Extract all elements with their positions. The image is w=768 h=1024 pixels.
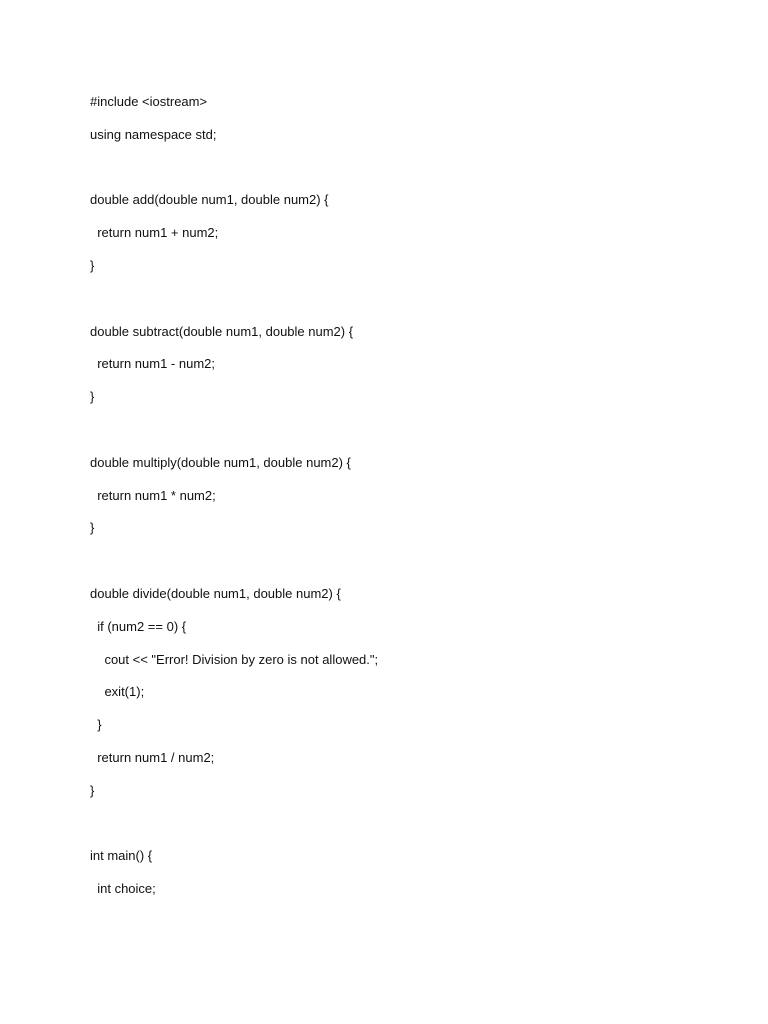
code-line: int main() { (90, 848, 153, 864)
code-line: if (num2 == 0) { (90, 618, 187, 634)
code-line: } (90, 782, 95, 798)
code-line: int choice; (90, 881, 156, 897)
code-line (90, 552, 710, 585)
code-line: return num1 - num2; (90, 356, 215, 372)
code-line: exit(1); (90, 684, 145, 700)
code-line: cout << "Error! Division by zero is not allowed."; (90, 651, 379, 667)
code-line: double multiply(double num1, double num2) { (90, 454, 351, 470)
code-line: double subtract(double num1, double num2) { (90, 323, 354, 339)
code-line: using namespace std; (90, 126, 217, 142)
code-line: return num1 / num2; (90, 749, 215, 765)
code-line (90, 815, 710, 848)
code-line: return num1 + num2; (90, 225, 219, 241)
code-line: #include <iostream> (90, 94, 208, 109)
code-line: double add(double num1, double num2) { (90, 192, 329, 208)
code-line: } (90, 389, 95, 405)
code-line (90, 290, 710, 323)
code-text (90, 93, 710, 913)
code-line: } (90, 717, 102, 733)
code-line (90, 421, 710, 454)
code-line: return num1 * num2; (90, 487, 216, 503)
code-line: double divide(double num1, double num2) { (90, 585, 341, 601)
code-line: } (90, 520, 95, 536)
code-line (90, 159, 710, 192)
code-line: } (90, 257, 95, 273)
